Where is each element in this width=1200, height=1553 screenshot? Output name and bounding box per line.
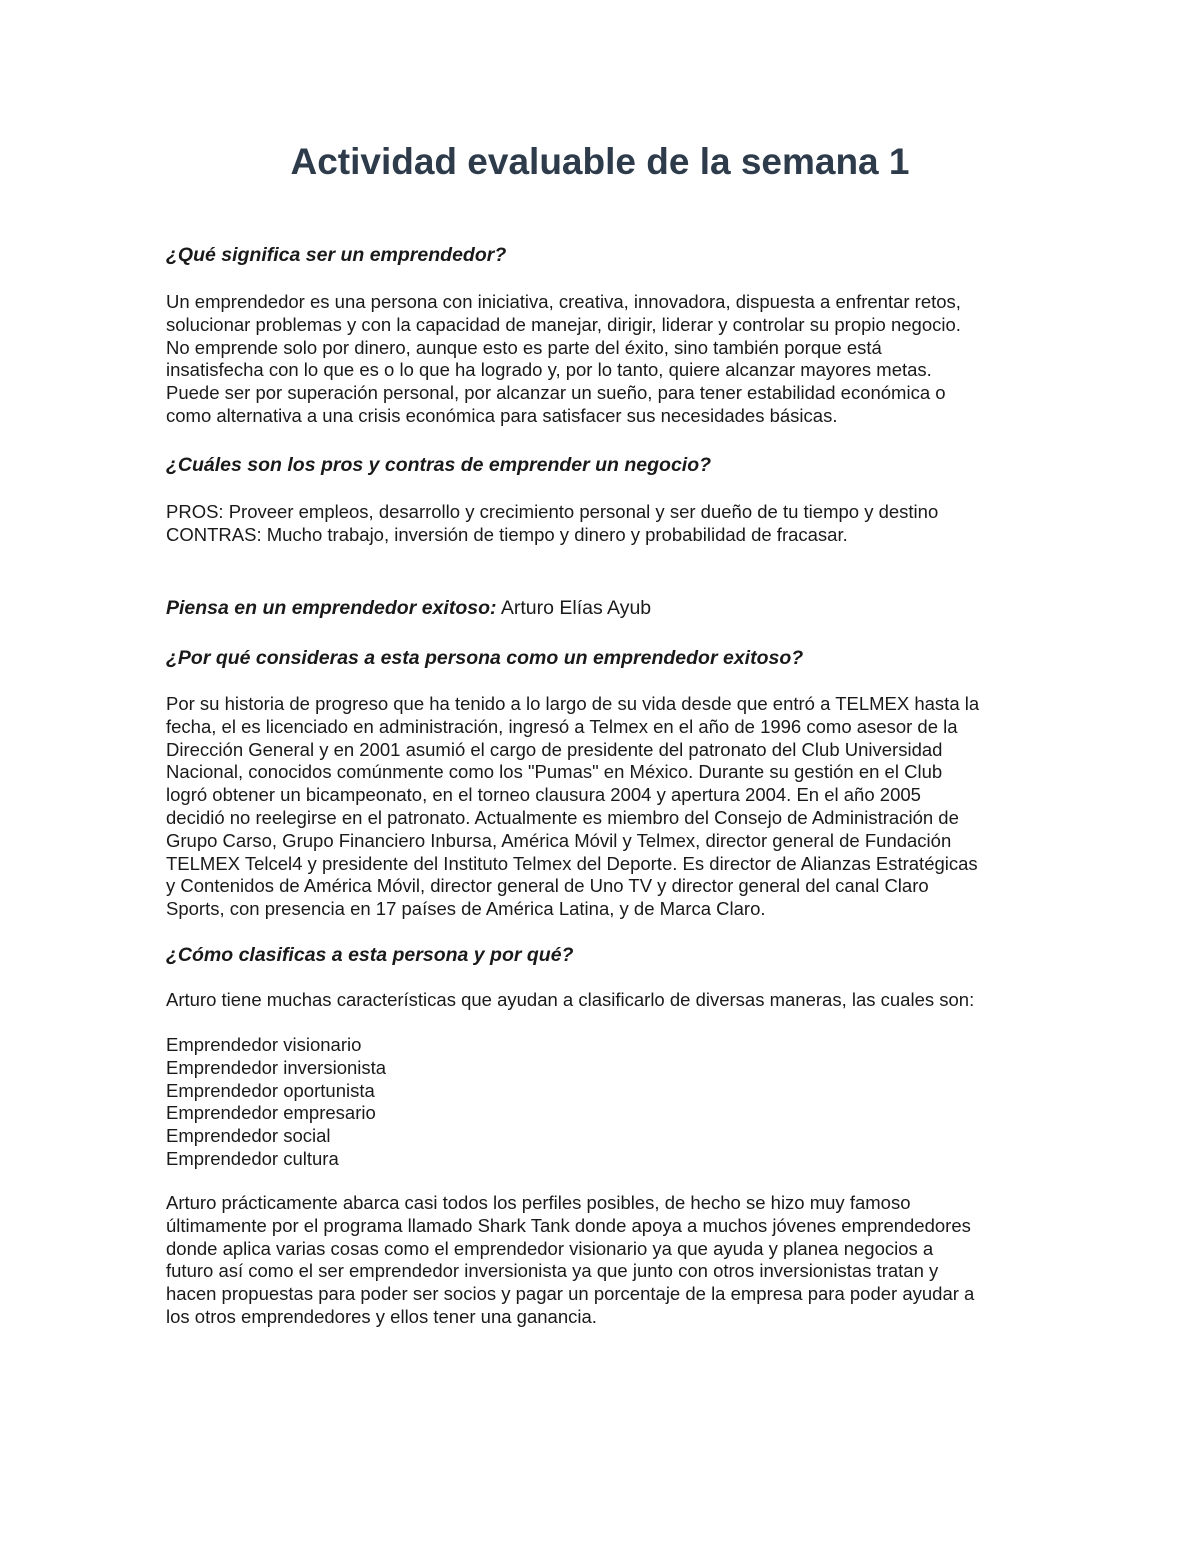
answer-5-conclusion: Arturo prácticamente abarca casi todos los perfiles posibles, de hecho se hizo muy famoso últimamente por el programa llamado Shark Tank donde apoya a muchos jóvenes emprendedores donde aplica varias cosas como el emprendedor visionario ya que ayuda y planea negocios a futuro así como el ser emprendedor inversionista ya que junto con otros inversionistas tratan y hacen propuestas para poder ser socios y pagar un porcentaje de la empresa para poder ayudar a los otros emprendedores y ellos tener una ganancia. xyxy=(166,1192,975,1327)
list-item: Emprendedor visionario xyxy=(166,1034,362,1055)
question-3 xyxy=(166,596,651,620)
question-2: ¿Cuáles son los pros y contras de emprender un negocio? xyxy=(166,454,712,476)
question-1: ¿Qué significa ser un emprendedor? xyxy=(166,244,507,266)
successful-entrepreneur-name: Arturo Elías Ayub xyxy=(496,597,652,619)
question-5: ¿Cómo clasificas a esta persona y por qué? xyxy=(166,944,574,966)
page-title: Actividad evaluable de la semana 1 xyxy=(290,141,910,182)
question-4: ¿Por qué consideras a esta persona como un emprendedor exitoso? xyxy=(166,647,804,669)
list-item: Emprendedor social xyxy=(166,1125,331,1147)
list-item: Emprendedor inversionista xyxy=(166,1056,387,1078)
answer-2: PROS: Proveer empleos, desarrollo y crecimiento personal y ser dueño de tu tiempo y destino CONTRAS: Mucho trabajo, inversión de tiempo y dinero y probabilidad de fracasar. xyxy=(166,501,939,545)
answer-4: Por su historia de progreso que ha tenido a lo largo de su vida desde que entró a TELMEX hasta la fecha, el es licenciado en administración, ingresó a Telmex en el año de 1996 como asesor de la Dirección General y en 2001 asumió el cargo de presidente del patronato del Club Universidad Nacional, conocidos comúnmente como los "Pumas" en México. Durante su gestión en el Club logró obtener un bicampeonato, en el torneo clausura 2004 y apertura 2004. En el año 2005 decidió no reelegirse en el patronato. Actualmente es miembro del Consejo de Administración de Grupo Carso, Grupo Financiero Inbursa, América Móvil y Telmex, director general de Fundación TELMEX Telcel4 y presidente del Instituto Telmex del Deporte. Es director de Alianzas Estratégicas y Contenidos de América Móvil, director general de Uno TV y director general del canal Claro Sports, con presencia en 17 países de América Latina, y de Marca Claro. xyxy=(166,693,980,920)
list-item: Emprendedor empresario xyxy=(166,1102,376,1124)
answer-5-intro: Arturo tiene muchas características que ayudan a clasificarlo de diversas maneras, las cuales son: xyxy=(166,989,975,1010)
list-item: Emprendedor cultura xyxy=(166,1147,339,1169)
question-3-label: Piensa en un emprendedor exitoso: xyxy=(166,597,497,619)
entrepreneur-types-list xyxy=(166,1034,386,1171)
answer-1: Un emprendedor es una persona con iniciativa, creativa, innovadora, dispuesta a enfrentar retos, solucionar problemas y con la capacidad de manejar, dirigir, liderar y controlar su propio negocio. No emprende solo por dinero, aunque esto es parte del éxito, sino también porque está insatisfecha con lo que es o lo que ha logrado y, por lo tanto, quiere alcanzar mayores metas. Puede ser por superación personal, por alcanzar un sueño, para tener estabilidad económica o como alternativa a una crisis económica para satisfacer sus necesidades básicas. xyxy=(166,291,961,426)
list-item: Emprendedor oportunista xyxy=(166,1079,375,1101)
